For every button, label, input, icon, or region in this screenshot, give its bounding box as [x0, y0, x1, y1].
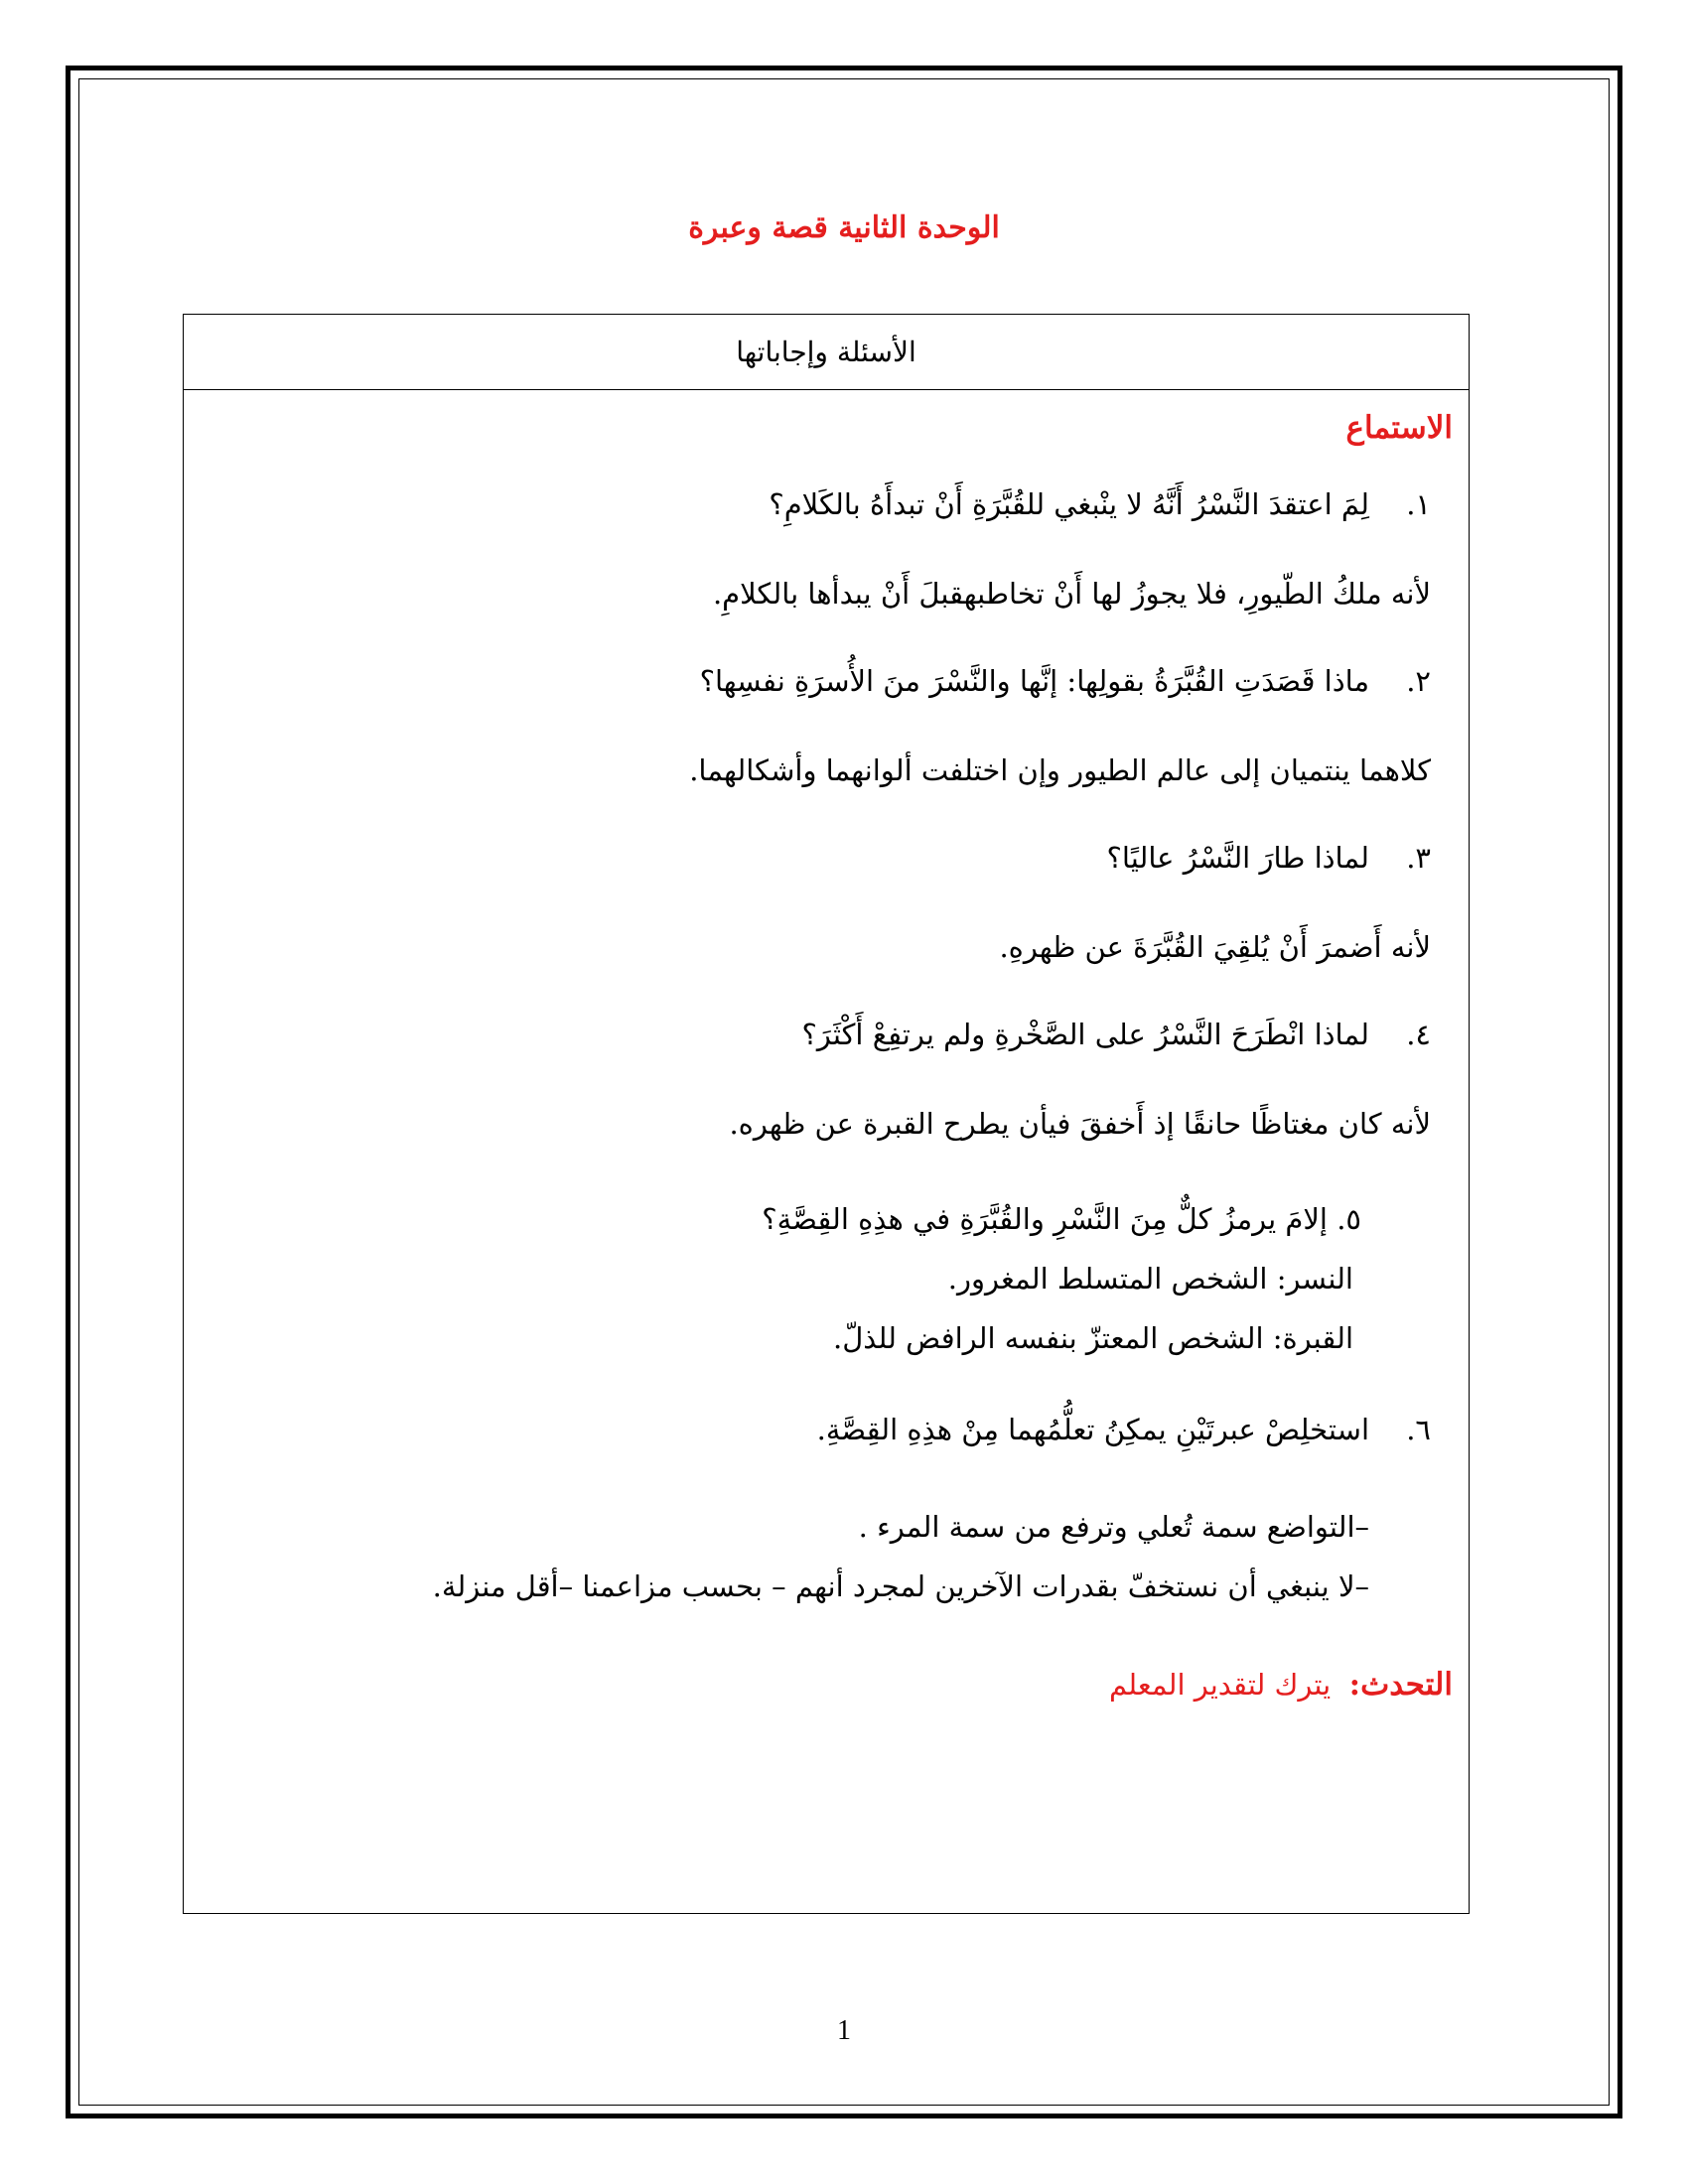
question-6-number: ٦.: [1406, 1413, 1431, 1446]
question-5-text: إلامَ يرمزُ كلٌّ مِنَ النَّسْرِ والقُبَّرَةِ في هذِهِ القِصَّةِ؟: [762, 1202, 1328, 1236]
qa-table: [183, 314, 1470, 1914]
answer-2: كلاهما ينتميان إلى عالم الطيور وإن اختلفت ألوانهما وأشكالهما.: [689, 753, 1431, 787]
question-4-number: ٤.: [1406, 1018, 1431, 1051]
question-4: [801, 1018, 1431, 1051]
speaking-title: التحدث:: [1348, 1667, 1453, 1703]
question-3-number: ٣.: [1406, 841, 1431, 875]
question-3: [1107, 841, 1431, 875]
answer-5-lark: القبرة: الشخص المعتزّ بنفسه الرافض للذلّ.: [833, 1321, 1353, 1355]
page-number: 1: [837, 2015, 851, 2046]
answer-6-lesson-2: –لا ينبغي أن نستخفّ بقدرات الآخرين لمجرد أنهم – بحسب مزاعمنا –أقل منزلة.: [432, 1570, 1369, 1603]
question-1-text: لِمَ اعتقدَ النَّسْرُ أَنَّهُ لا ينْبغي للقُبَّرَةِ أَنْ تبدأَهُ بالكَلامِ؟: [769, 487, 1369, 521]
question-1-number: ١.: [1406, 487, 1431, 521]
speaking-section: [1109, 1667, 1453, 1703]
answer-3: لأنه أَضمرَ أَنْ يُلقِيَ القُبَّرَةَ عن ظهرهِ.: [999, 930, 1431, 964]
table-header: الأسئلة وإجاباتها: [184, 315, 1469, 390]
question-5-number: ٥.: [1336, 1202, 1361, 1236]
speaking-text: يترك لتقدير المعلم: [1108, 1668, 1332, 1702]
listening-title: الاستماع: [1345, 410, 1453, 446]
answer-6-lesson-1: –التواضع سمة تُعلي وترفع من سمة المرء .: [858, 1510, 1369, 1544]
question-6: [817, 1413, 1431, 1446]
answer-5-eagle: النسر: الشخص المتسلط المغرور.: [947, 1262, 1353, 1296]
answer-4: لأنه كان مغتاظًا حانقًا إذ أَخفقَ فيأن يطرح القبرة عن ظهره.: [729, 1107, 1431, 1141]
question-6-text: استخلِصْ عبرتَيْنِ يمكِنُ تعلُّمُهما مِنْ هذِهِ القِصَّةِ.: [816, 1413, 1369, 1446]
question-3-text: لماذا طارَ النَّسْرُ عاليًا؟: [1106, 841, 1369, 875]
question-4-text: لماذا انْطَرَحَ النَّسْرُ على الصَّخْرةِ ولم يرتفِعْ أَكْثَرَ؟: [801, 1018, 1369, 1051]
question-2: [700, 664, 1431, 698]
question-5: [762, 1202, 1361, 1236]
question-2-text: ماذا قَصَدَتِ القُبَّرَةُ بقولِها: إنَّها والنَّسْرَ منَ الأُسرَةِ نفسِها؟: [699, 664, 1369, 698]
answer-1: لأنه ملكُ الطّيورِ، فلا يجوزُ لها أَنْ تخاطبهقبلَ أَنْ يبدأها بالكلامِ.: [712, 577, 1431, 611]
question-2-number: ٢.: [1406, 664, 1431, 698]
question-1: [769, 487, 1431, 521]
unit-title: الوحدة الثانية قصة وعبرة: [688, 210, 1000, 245]
